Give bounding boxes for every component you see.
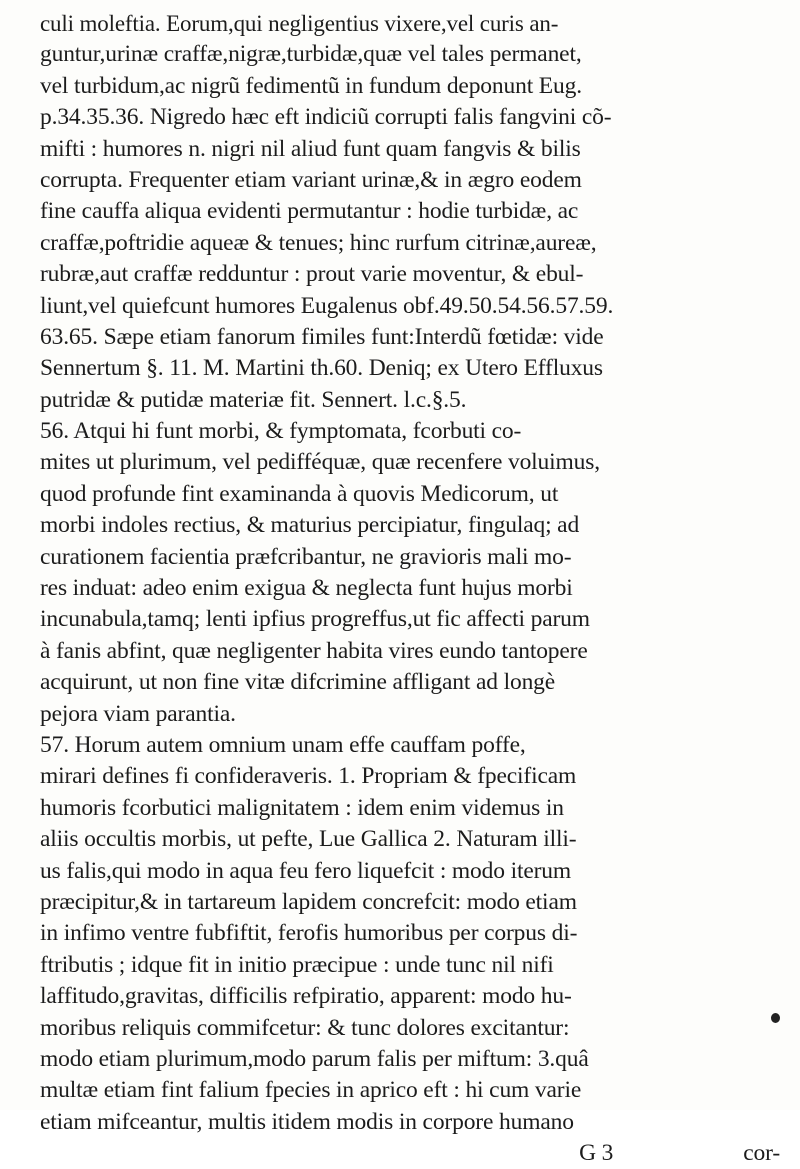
text-line: laffitudo,gravitas, difficilis refpiratio, apparent: modo hu- xyxy=(40,983,572,1010)
text-line: aliis occultis morbis, ut pefte, Lue Gallica 2. Naturam illi- xyxy=(40,826,577,853)
text-line: us falis,qui modo in aqua feu fero liquefcit : modo iterum xyxy=(40,857,572,884)
text-line: ftributis ; idque fit in initio præcipue : unde tunc nil nifi xyxy=(40,951,554,978)
ink-blot xyxy=(771,1013,780,1023)
text-line: 63.65. Sæpe etiam fanorum fimiles funt:Interdũ fœtidæ: vide xyxy=(40,323,604,350)
text-line: res induat: adeo enim exigua & neglecta funt hujus morbi xyxy=(40,575,573,602)
text-line: rubræ,aut craffæ redduntur : prout varie moventur, & ebul- xyxy=(40,261,584,288)
text-line: craffæ,poftridie aqueæ & tenues; hinc rurfum citrinæ,aureæ, xyxy=(40,229,597,256)
text-line: à fanis abfint, quæ negligenter habita vires eundo tantopere xyxy=(40,637,588,664)
text-line: 56. Atqui hi funt morbi, & fymptomata, fcorbuti co- xyxy=(40,418,522,445)
text-line: in infimo ventre fubfiftit, ferofis humoribus per corpus di- xyxy=(40,920,578,947)
text-line: mites ut plurimum, vel pedifféquæ, quæ recenfere voluimus, xyxy=(40,449,600,476)
text-line: fine cauffa aliqua evidenti permutantur : hodie turbidæ, ac xyxy=(40,198,579,225)
page-footer xyxy=(40,1138,780,1169)
signature-mark: G 3 xyxy=(579,1140,614,1167)
text-line: putridæ & putidæ materiæ fit. Sennert. l.c.§.5. xyxy=(40,386,467,413)
text-line: morbi indoles rectius, & maturius percipiatur, fingulaq; ad xyxy=(40,512,580,539)
text-line: mifti : humores n. nigri nil aliud funt quam fangvis & bilis xyxy=(40,135,581,162)
text-line: mirari defines fi confideraveris. 1. Propriam & fpecificam xyxy=(40,763,577,790)
text-line: incunabula,tamq; lenti ipfius progreffus,ut fic affecti parum xyxy=(40,606,590,633)
text-line: vel turbidum,ac nigrũ fedimentũ in fundum deponunt Eug. xyxy=(40,72,582,99)
text-line: etiam mifceantur, multis itidem modis in corpore humano xyxy=(40,1108,574,1135)
text-line: p.34.35.36. Nigredo hæc eft indiciũ corrupti falis fangvini cõ- xyxy=(40,104,612,131)
catchword: cor- xyxy=(743,1140,780,1167)
text-line: modo etiam plurimum,modo parum falis per miftum: 3.quâ xyxy=(40,1045,589,1072)
text-line: corrupta. Frequenter etiam variant urinæ,& in ægro eodem xyxy=(40,166,582,193)
text-line: 57. Horum autem omnium unam effe cauffam poffe, xyxy=(40,731,526,758)
text-line: humoris fcorbutici malignitatem : idem enim videmus in xyxy=(40,794,564,821)
text-line: culi moleftia. Eorum,qui negligentius vixere,vel curis an- xyxy=(40,11,559,36)
text-line: præcipitur,& in tartareum lapidem concrefcit: modo etiam xyxy=(40,888,577,915)
text-line: acquirunt, ut non fine vitæ difcrimine affligant ad longè xyxy=(40,669,556,696)
text-line: curationem facientia præfcribantur, ne gravioris mali mo- xyxy=(40,543,572,570)
text-line: pejora viam parantia. xyxy=(40,700,236,727)
text-line: liunt,vel quiefcunt humores Eugalenus obf.49.50.54.56.57.59. xyxy=(40,292,614,319)
text-line: multæ etiam fint falium fpecies in aprico eft : hi cum varie xyxy=(40,1077,582,1104)
text-line: moribus reliquis commifcetur: & tunc dolores excitantur: xyxy=(40,1014,570,1041)
text-line: quod profunde fint examinanda à quovis Medicorum, ut xyxy=(40,480,559,507)
text-line: Sennertum §. 11. M. Martini th.60. Deniq; ex Utero Effluxus xyxy=(40,355,603,382)
page-text xyxy=(40,8,780,1169)
text-line: guntur,urinæ craffæ,nigræ,turbidæ,quæ vel tales permanet, xyxy=(40,41,582,68)
